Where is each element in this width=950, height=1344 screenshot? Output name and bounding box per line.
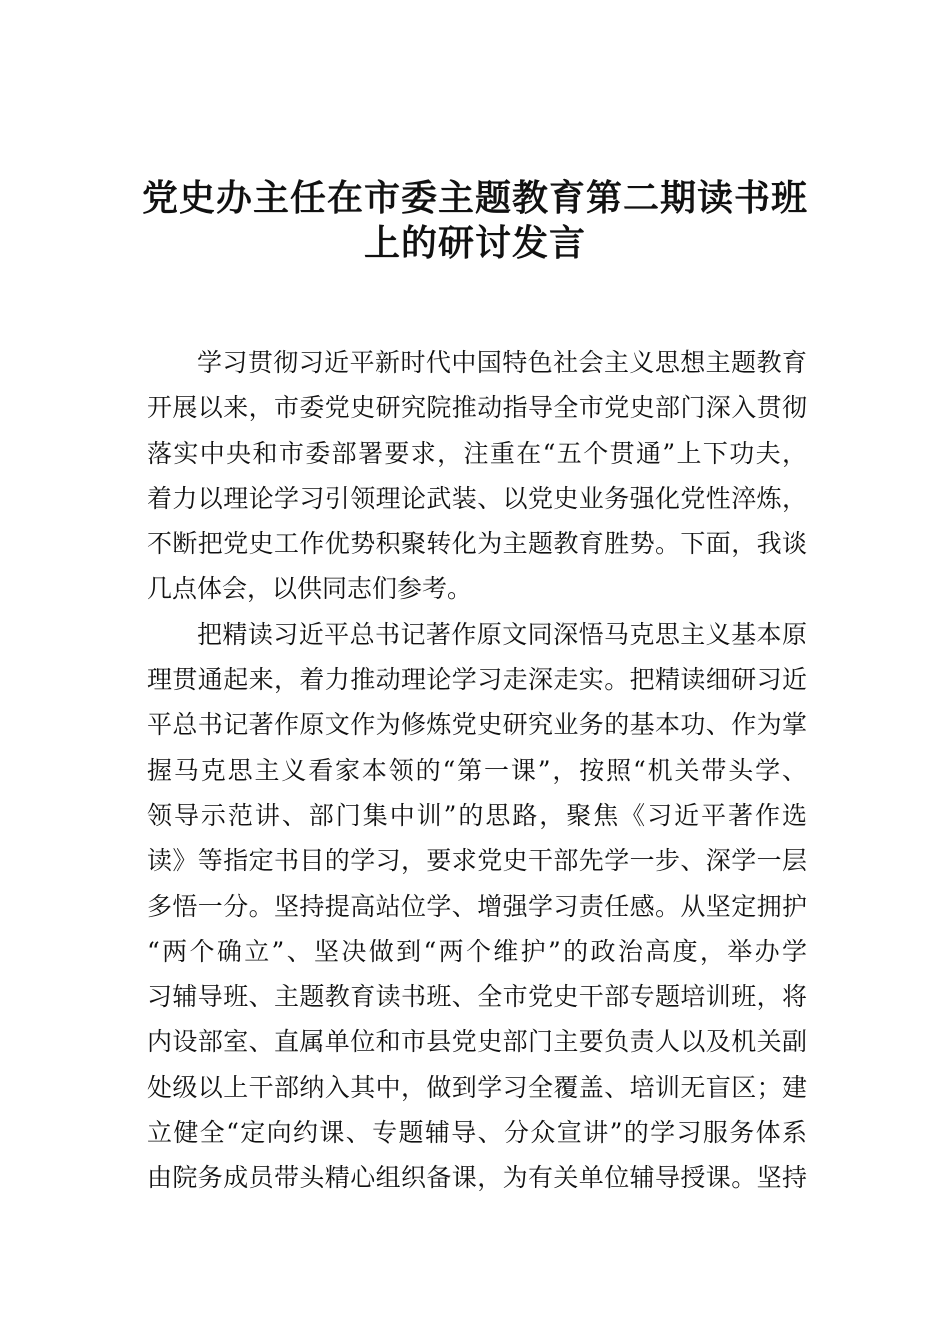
paragraph-line: 习辅导班、主题教育读书班、全市党史干部专题培训班，将 bbox=[147, 982, 807, 1012]
paragraph-line: 处级以上干部纳入其中，做到学习全覆盖、培训无盲区；建 bbox=[147, 1072, 807, 1102]
paragraph-line: 内设部室、直属单位和市县党史部门主要负责人以及机关副 bbox=[147, 1027, 807, 1057]
paragraph-line: 由院务成员带头精心组织备课，为有关单位辅导授课。坚持 bbox=[147, 1163, 807, 1193]
paragraph-line: 立健全“定向约课、专题辅导、分众宣讲”的学习服务体系 bbox=[147, 1118, 807, 1148]
paragraph-line: 理贯通起来，着力推动理论学习走深走实。把精读细研习近 bbox=[147, 665, 807, 695]
paragraph-line: 开展以来，市委党史研究院推动指导全市党史部门深入贯彻 bbox=[147, 393, 807, 423]
document-title-line-2: 上的研讨发言 bbox=[363, 222, 586, 264]
document-body bbox=[147, 340, 807, 1201]
paragraph-line: 握马克思主义看家本领的“第一课”，按照“机关带头学、 bbox=[147, 755, 807, 785]
paragraph-line: “两个确立”、坚决做到“两个维护”的政治高度，举办学 bbox=[147, 936, 807, 966]
paragraph-line: 几点体会，以供同志们参考。 bbox=[147, 574, 473, 604]
paragraph-line: 读》等指定书目的学习，要求党史干部先学一步、深学一层 bbox=[147, 846, 807, 876]
paragraph-line: 落实中央和市委部署要求，注重在“五个贯通”上下功夫， bbox=[147, 438, 807, 468]
paragraph-1 bbox=[147, 340, 807, 612]
paragraph-line: 把精读习近平总书记著作原文同深悟马克思主义基本原 bbox=[197, 619, 807, 649]
paragraph-line: 不断把党史工作优势积聚转化为主题教育胜势。下面，我谈 bbox=[147, 529, 807, 559]
paragraph-line: 领导示范讲、部门集中训”的思路，聚焦《习近平著作选 bbox=[147, 800, 807, 830]
paragraph-line: 着力以理论学习引领理论武装、以党史业务强化党性淬炼， bbox=[147, 483, 807, 513]
paragraph-line: 平总书记著作原文作为修炼党史研究业务的基本功、作为掌 bbox=[147, 710, 807, 740]
paragraph-2 bbox=[147, 612, 807, 1201]
document-title-line-1: 党史办主任在市委主题教育第二期读书班 bbox=[141, 177, 808, 219]
paragraph-line: 多悟一分。坚持提高站位学、增强学习责任感。从坚定拥护 bbox=[147, 891, 807, 921]
paragraph-line: 学习贯彻习近平新时代中国特色社会主义思想主题教育 bbox=[197, 348, 807, 377]
